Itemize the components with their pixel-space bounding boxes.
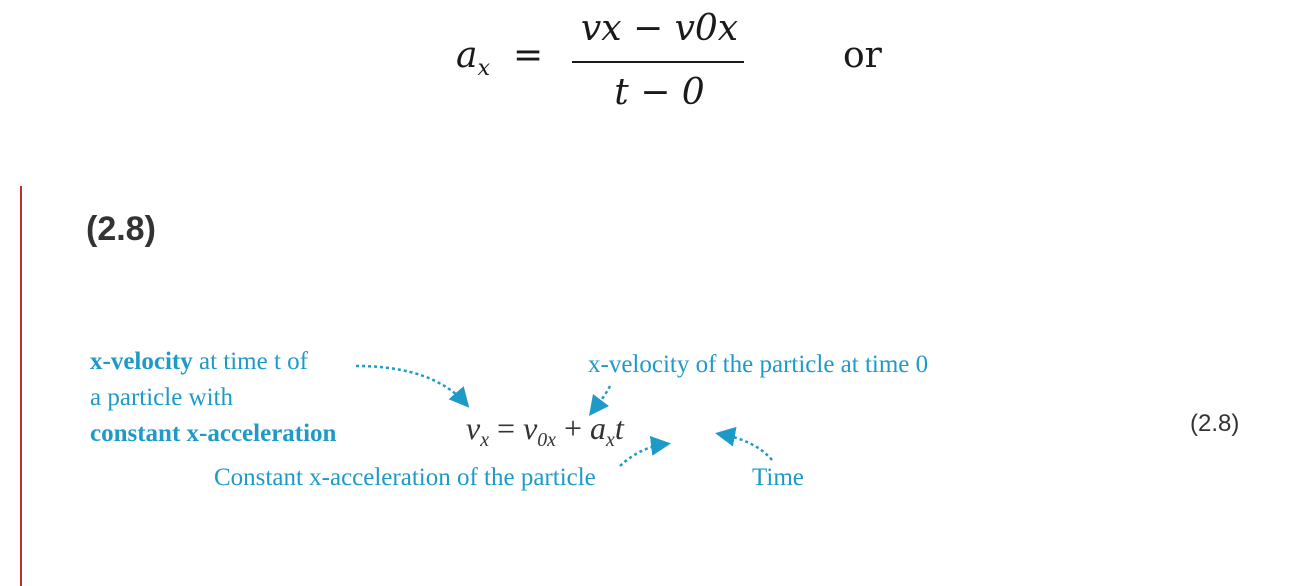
fraction-numerator: vx − v0x: [580, 8, 739, 49]
label-time: Time: [752, 464, 804, 491]
arrow-to-acceleration: [620, 444, 666, 466]
label-velocity-line2: a particle with: [90, 384, 233, 411]
label-velocity-rest: at time t of: [192, 348, 308, 375]
label-velocity-bold: x-velocity: [90, 348, 193, 375]
label-velocity-line3: constant x-acceleration: [90, 420, 337, 447]
or-connector: or: [843, 35, 882, 76]
arrow-to-velocity: [356, 366, 466, 404]
arrow-to-initial-velocity: [592, 386, 610, 412]
label-acceleration: Constant x-acceleration of the particle: [214, 464, 596, 491]
equation-number-right: (2.8): [1190, 410, 1240, 437]
equation-number-heading: (2.8): [86, 210, 156, 248]
label-initial-velocity: x-velocity of the particle at time 0: [588, 351, 929, 378]
arrow-to-time: [720, 434, 772, 460]
fraction-denominator: t − 0: [614, 72, 705, 113]
top-equation-lhs: $a_x$ =: [456, 35, 544, 81]
main-equation: $v_x = v_{0x} + a_xt$: [466, 410, 624, 451]
